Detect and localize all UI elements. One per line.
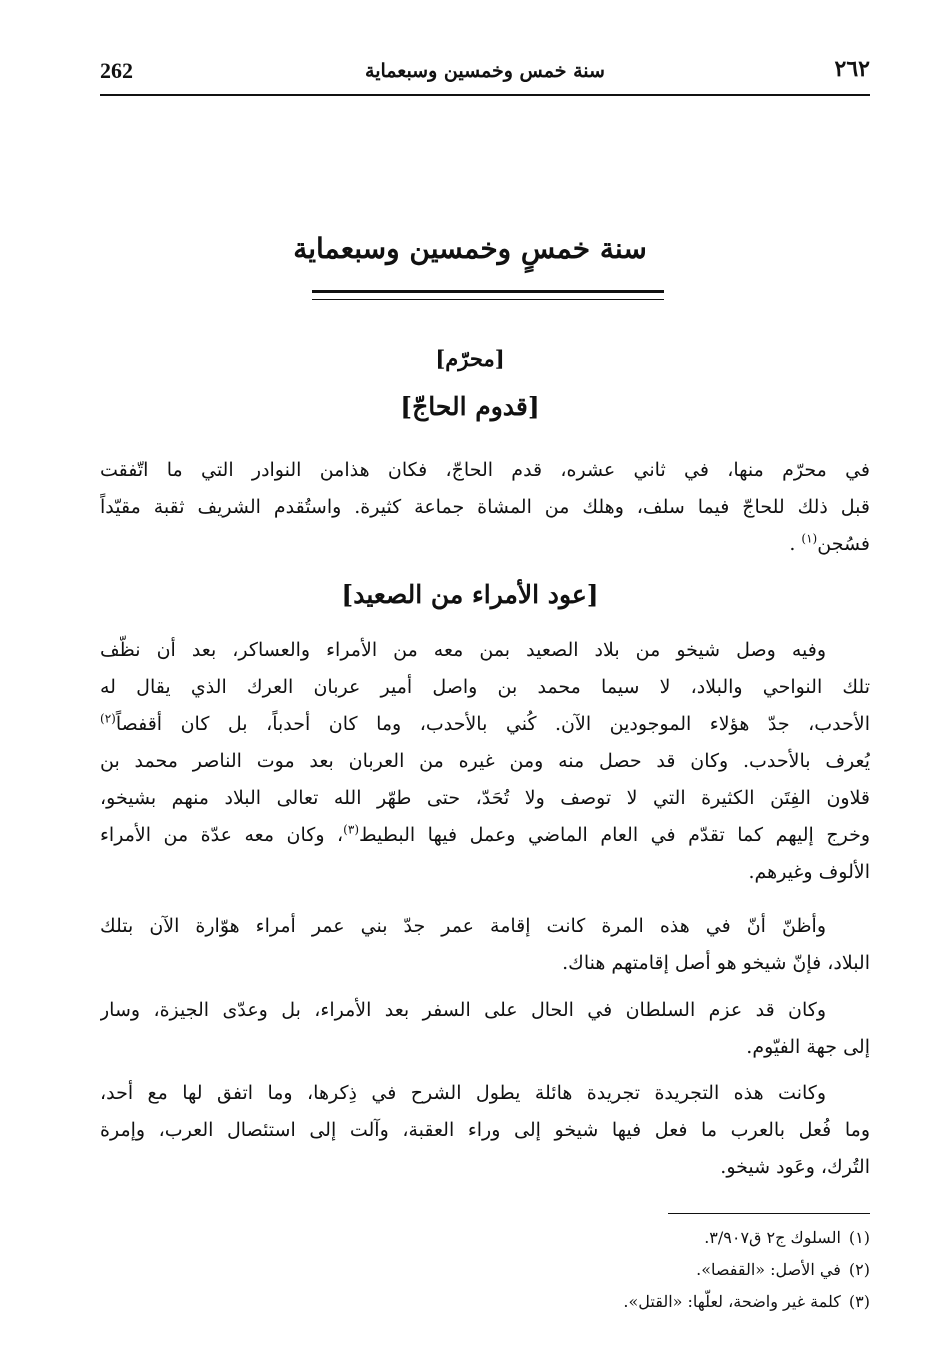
paragraph-hawwara xyxy=(100,908,870,982)
text-line: البلاد، فإنّ شيخو هو أصل إقامتهم هناك. xyxy=(562,952,870,974)
text-line: وكان قد عزم السلطان في الحال على السفر بعد الأمراء، بل وعدّى الجيزة، وسار xyxy=(100,999,826,1021)
text-line: قبل ذلك للحاجّ فيما سلف، وهلك من المشاة جماعة كثيرة. واستُقدم الشريف ثقبة مقيّداً xyxy=(100,496,870,518)
text-line xyxy=(100,706,870,743)
text-line: وما فُعل بالعرب ما فعل فيها شيخو إلى وراء العقبة، وآلت إلى استئصال العرب، وإمرة xyxy=(100,1119,870,1141)
running-title: سنة خمس وخمسين وسبعماية xyxy=(365,60,605,82)
text-line: وكانت هذه التجريدة تجريدة هائلة يطول الشرح في ذِكرها، وما اتفق لها مع أحد، xyxy=(100,1082,826,1104)
footnote xyxy=(100,1254,870,1286)
footnote xyxy=(100,1286,870,1318)
text-line xyxy=(100,526,870,563)
chapter-rule-thick xyxy=(312,290,664,293)
running-header xyxy=(100,52,870,92)
header-rule xyxy=(100,94,870,96)
footnote-ref: (١) xyxy=(801,531,818,546)
footnote-rule xyxy=(668,1213,870,1214)
text-line: يُعرف بالأحدب. وكان قد حصل منه ومن غيره من العربان بعد موت الناصر محمد بن xyxy=(100,750,870,772)
footnote-ref: (٣) xyxy=(343,822,359,837)
text-fragment: . xyxy=(789,533,796,555)
text-line: التُرك، وعَود شيخو. xyxy=(720,1156,870,1178)
text-line: في محرّم منها، في ثاني عشره، قدم الحاجّ، فكان هذامن النوادر التي ما اتّفقت xyxy=(100,459,870,481)
footnote-text: السلوك ج٢ ق٣/٩٠٧. xyxy=(704,1228,841,1247)
footnotes xyxy=(100,1222,870,1318)
footnote-number: (١) xyxy=(848,1228,870,1247)
footnote-number: (٣) xyxy=(848,1292,870,1311)
paragraph-sultan xyxy=(100,992,870,1066)
paragraph-emirs-return xyxy=(100,632,870,891)
paragraph-pilgrims xyxy=(100,452,870,563)
text-line: إلى جهة الفيّوم. xyxy=(746,1036,870,1058)
footnote xyxy=(100,1222,870,1254)
text-line: قلاون الفِتَن الكثيرة التي لا توصف ولا تُحَدّ، حتى طهّر الله تعالى البلاد منهم بشيخو، xyxy=(100,787,870,809)
latin-page-number: 262 xyxy=(100,58,133,83)
text-fragment: فسُجن xyxy=(817,533,870,555)
text-line: وفيه وصل شيخو من بلاد الصعيد بمن معه من الأمراء والعساكر، بعد أن نظّف xyxy=(100,639,826,661)
month-heading: [محرّم] xyxy=(435,346,505,371)
text-fragment: وخرج إليهم كما تقدّم في العام الماضي وعمل فيها البطيط xyxy=(359,824,870,846)
text-line: تلك النواحي والبلاد، لا سيما محمد بن واصل أمير عربان العرك الذي يقال له xyxy=(100,676,870,698)
text-fragment: الأحدب، جدّ هؤلاء الموجودين الآن. كُني بالأحدب، وما كان أحدباً، بل كان أقفصاً xyxy=(115,713,870,735)
chapter-title: سنة خمسٍ وخمسين وسبعماية xyxy=(293,232,647,265)
paragraph-expedition xyxy=(100,1075,870,1186)
section-heading-pilgrims: [قدوم الحاجّ] xyxy=(400,392,540,421)
footnote-number: (٢) xyxy=(848,1260,870,1279)
text-fragment: ، وكان معه عدّة من الأمراء xyxy=(100,824,344,846)
footnote-text: في الأصل: «القفصا». xyxy=(696,1260,841,1279)
chapter-rule-thin xyxy=(312,299,664,300)
footnote-text: كلمة غير واضحة، لعلّها: «القتل». xyxy=(623,1292,841,1311)
arabic-page-number: ٢٦٢ xyxy=(834,56,870,82)
section-heading-emirs-return: [عود الأمراء من الصعيد] xyxy=(341,580,599,609)
footnote-ref: (٢) xyxy=(100,711,116,726)
text-line: وأظنّ أنّ في هذه المرة كانت إقامة عمر جدّ بني عمر أمراء هوّارة الآن بتلك xyxy=(100,915,826,937)
text-line: الألوف وغيرهم. xyxy=(748,861,870,883)
text-line xyxy=(100,817,870,854)
